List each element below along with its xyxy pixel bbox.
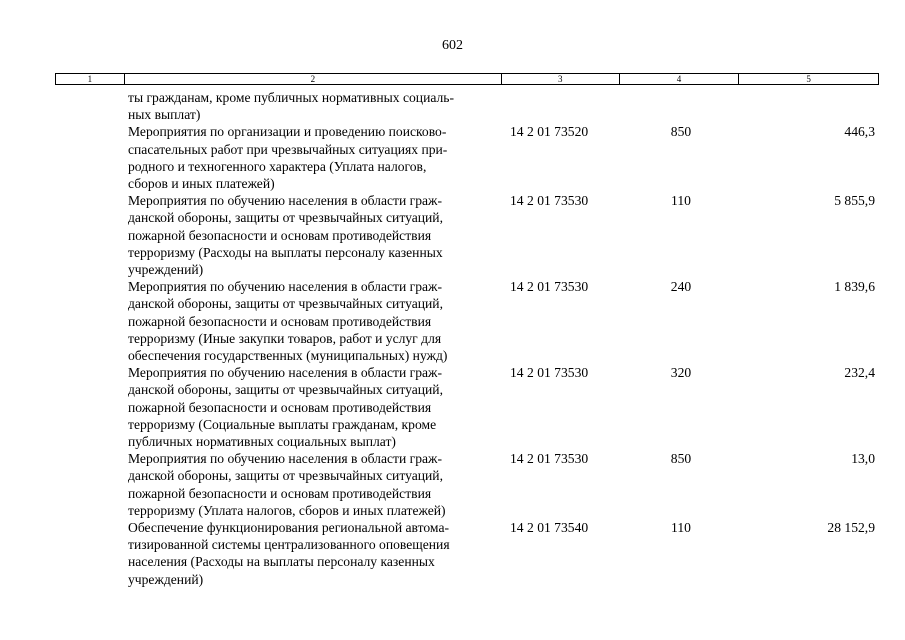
row-amount: 446,3 <box>844 124 875 140</box>
table-row <box>55 519 879 588</box>
row-type: 240 <box>670 279 692 295</box>
row-index-cell <box>55 364 128 450</box>
row-index-cell <box>55 519 128 588</box>
header-col-3: 3 <box>501 74 619 84</box>
row-description: Мероприятия по организации и проведению поисково- спасательных работ при чрезвычайных ситуациях при- родного и техногенного характера (Уплата налогов, сборов и иных платежей) <box>128 124 448 192</box>
row-index-cell <box>55 192 128 278</box>
row-code: 14 2 01 73540 <box>510 520 589 536</box>
row-description: Обеспечение функционирования региональной автома- тизированной системы централизованного оповещения населения (Расходы на выплаты персоналу казенных учреждений) <box>128 520 450 587</box>
row-code <box>500 89 623 123</box>
row-type: 110 <box>671 520 691 536</box>
header-col-2: 2 <box>124 74 501 84</box>
row-code: 14 2 01 73520 <box>510 124 589 140</box>
row-code: 14 2 01 73530 <box>510 193 589 209</box>
row-type: 320 <box>670 365 692 381</box>
table-row <box>55 123 879 192</box>
row-amount: 232,4 <box>844 365 875 381</box>
row-description: ты гражданам, кроме публичных нормативных социаль- ных выплат) <box>128 90 455 123</box>
row-description: Мероприятия по обучению населения в области граж- данской обороны, защиты от чрезвычайных ситуаций, пожарной безопасности и основам противодействия терроризму (Социальные выплаты гражданам, кроме публичных нормативных социальных выплат) <box>128 365 443 450</box>
page-number: 602 <box>442 38 463 53</box>
row-type: 850 <box>670 124 692 140</box>
row-description: Мероприятия по обучению населения в области граж- данской обороны, защиты от чрезвычайных ситуаций, пожарной безопасности и основам противодействия терроризму (Уплата налогов, сборов и иных платежей) <box>128 451 446 518</box>
row-code: 14 2 01 73530 <box>510 451 589 467</box>
row-amount: 1 839,6 <box>834 279 875 295</box>
table-row <box>55 364 879 450</box>
row-amount: 13,0 <box>851 451 875 467</box>
table-row <box>55 278 879 364</box>
row-amount <box>733 89 879 123</box>
table-row <box>55 89 879 123</box>
row-description: Мероприятия по обучению населения в области граж- данской обороны, защиты от чрезвычайных ситуаций, пожарной безопасности и основам противодействия терроризму (Иные закупки товаров, работ и услуг для обеспечения государственных (муниципальных) нужд) <box>128 279 448 364</box>
row-amount: 5 855,9 <box>834 193 875 209</box>
header-col-4: 4 <box>619 74 739 84</box>
row-index-cell <box>55 278 128 364</box>
row-description: Мероприятия по обучению населения в области граж- данской обороны, защиты от чрезвычайных ситуаций, пожарной безопасности и основам противодействия терроризму (Расходы на выплаты персоналу казенных учреждений) <box>128 193 443 278</box>
row-type: 110 <box>671 193 691 209</box>
row-type <box>623 89 733 123</box>
row-index-cell <box>55 123 128 192</box>
table-row <box>55 450 879 519</box>
row-index-cell <box>55 450 128 519</box>
row-code: 14 2 01 73530 <box>510 279 589 295</box>
table-header <box>55 73 879 85</box>
table-body <box>55 89 879 588</box>
row-amount: 28 152,9 <box>827 520 875 536</box>
header-col-1: 1 <box>87 74 93 84</box>
table-row <box>55 192 879 278</box>
row-code: 14 2 01 73530 <box>510 365 589 381</box>
row-type: 850 <box>670 451 692 467</box>
header-col-5: 5 <box>738 74 878 84</box>
row-index-cell <box>55 89 128 123</box>
